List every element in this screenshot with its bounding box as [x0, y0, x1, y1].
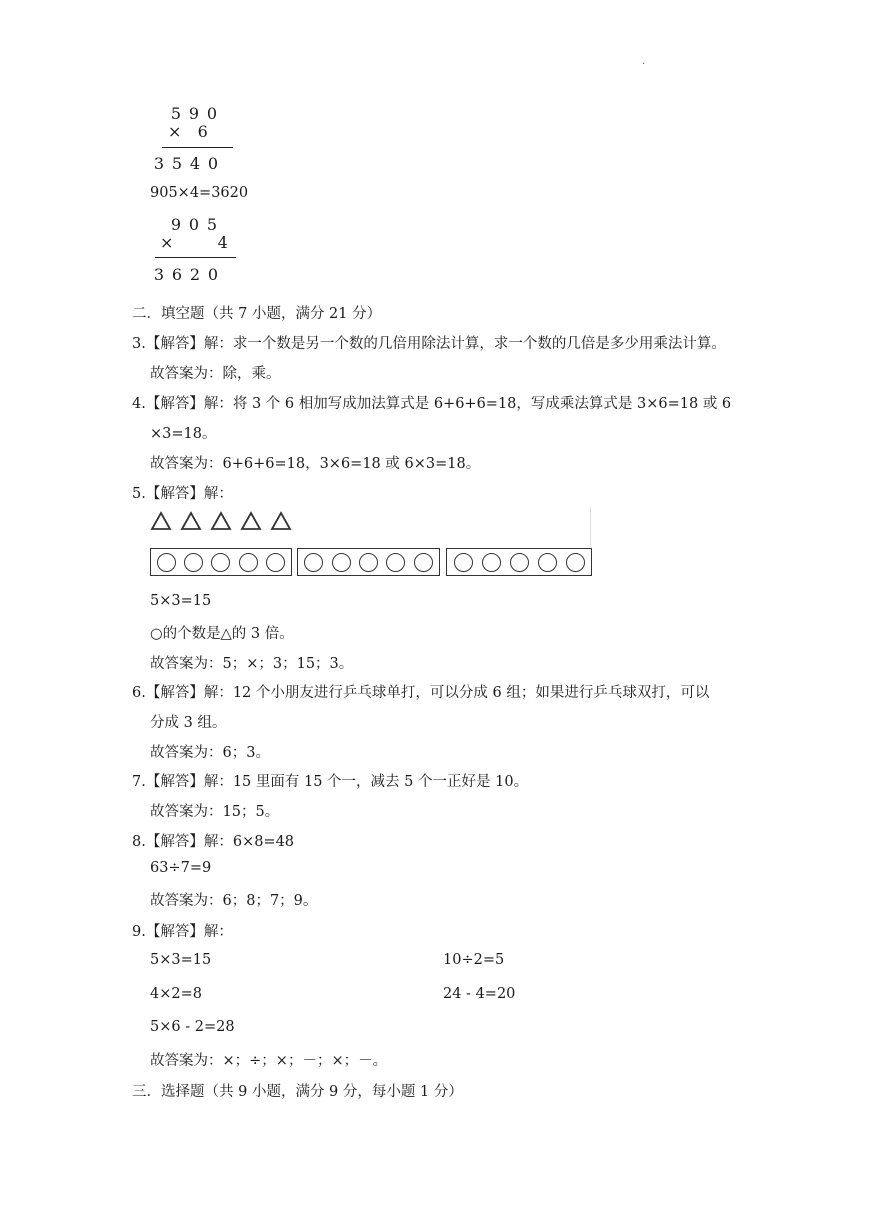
times-sign: ×	[168, 122, 182, 141]
digit: 6	[171, 265, 183, 284]
triangle-icon	[212, 513, 230, 529]
equation-905: 905×4=3620	[150, 185, 249, 201]
circle-icon	[386, 553, 405, 572]
digit: 0	[206, 104, 218, 123]
circle-icon	[566, 553, 585, 572]
calc2-multiplier-row	[160, 233, 228, 252]
calc2-top-number	[167, 215, 221, 234]
multiplier-digit: 6	[197, 122, 208, 141]
q9-equation-left-1: 5×3=15	[150, 952, 212, 968]
circle-icon	[211, 553, 230, 572]
q8-equation-2: 63÷7=9	[150, 860, 212, 876]
digit: 4	[189, 154, 201, 173]
circle-icon	[359, 553, 378, 572]
section3-heading: 三．选择题（共 9 小题，满分 9 分，每小题 1 分）	[132, 1084, 463, 1100]
calc1-multiplier-row	[168, 122, 208, 141]
triangle-row	[150, 510, 295, 536]
q3-answer: 故答案为：除，乘。	[150, 366, 281, 382]
multiplier-digit: 4	[217, 233, 228, 252]
section2-heading: 二．填空题（共 7 小题，满分 21 分）	[132, 306, 382, 322]
circle-group-1	[150, 548, 292, 576]
digit: 3	[153, 265, 165, 284]
figure-edge-line	[590, 507, 591, 547]
q4-solution-line1: 4.【解答】解：将 3 个 6 相加写成加法算式是 6+6+6=18，写成乘法算式是 3×6=18 或 6	[132, 396, 732, 412]
calc1-rule-line	[162, 147, 233, 148]
circle-icon	[184, 553, 203, 572]
q4-solution-line2: ×3=18。	[150, 426, 217, 442]
q9-equation-right-2: 24 - 4=20	[443, 986, 516, 1002]
digit: 2	[189, 265, 201, 284]
q9-equation-3: 5×6 - 2=28	[150, 1019, 235, 1035]
q6-solution-line2: 分成 3 组。	[150, 715, 227, 731]
q6-answer: 故答案为：6；3。	[150, 745, 270, 761]
digit: 9	[188, 104, 200, 123]
circle-icon	[482, 553, 501, 572]
digit: 5	[170, 104, 182, 123]
circle-icon	[304, 553, 323, 572]
q7-answer: 故答案为：15；5。	[150, 804, 280, 820]
calc1-result	[150, 154, 222, 173]
circle-icon	[266, 553, 285, 572]
calc2-rule-line	[155, 257, 236, 258]
times-sign: ×	[160, 233, 174, 252]
digit: 5	[171, 154, 183, 173]
digit: 5	[206, 215, 218, 234]
q9-answer: 故答案为：×；÷；×；－；×；－。	[150, 1053, 388, 1069]
q7-solution: 7.【解答】解：15 里面有 15 个一，减去 5 个一正好是 10。	[132, 774, 529, 790]
q9-equation-right-1: 10÷2=5	[443, 952, 505, 968]
q5-solution: 5.【解答】解：	[132, 486, 233, 502]
digit: 0	[188, 215, 200, 234]
circle-icon	[510, 553, 529, 572]
triangles-figure	[150, 510, 295, 532]
q8-solution: 8.【解答】解：6×8=48	[132, 834, 295, 850]
triangle-icon	[182, 513, 200, 529]
q4-answer: 故答案为：6+6+6=18，3×6=18 或 6×3=18。	[150, 456, 481, 472]
q5-statement: ○的个数是△的 3 倍。	[150, 626, 294, 642]
circle-icon	[239, 553, 258, 572]
digit: 9	[170, 215, 182, 234]
q3-solution: 3.【解答】解：求一个数是另一个数的几倍用除法计算，求一个数的几倍是多少用乘法计算。	[132, 336, 726, 352]
circle-icon	[332, 553, 351, 572]
triangle-icon	[152, 513, 170, 529]
q9-equation-left-2: 4×2=8	[150, 986, 202, 1002]
digit: 0	[207, 154, 219, 173]
triangle-icon	[272, 513, 290, 529]
calc2-result	[150, 265, 222, 284]
circle-group-2	[297, 548, 440, 576]
corner-mark: .	[642, 56, 646, 67]
circle-icon	[414, 553, 433, 572]
q8-answer: 故答案为：6；8；7；9。	[150, 893, 318, 909]
circle-group-3	[446, 548, 592, 576]
circle-icon	[157, 553, 176, 572]
calc1-top-number	[167, 104, 221, 123]
q5-answer: 故答案为：5；×；3；15；3。	[150, 656, 354, 672]
q6-solution-line1: 6.【解答】解：12 个小朋友进行乒乓球单打，可以分成 6 组；如果进行乒乓球双打，可以	[132, 685, 710, 701]
digit: 3	[153, 154, 165, 173]
digit: 0	[207, 265, 219, 284]
circle-icon	[538, 553, 557, 572]
circle-icon	[454, 553, 473, 572]
q9-solution: 9.【解答】解：	[132, 924, 233, 940]
triangle-icon	[242, 513, 260, 529]
q5-equation: 5×3=15	[150, 593, 212, 609]
